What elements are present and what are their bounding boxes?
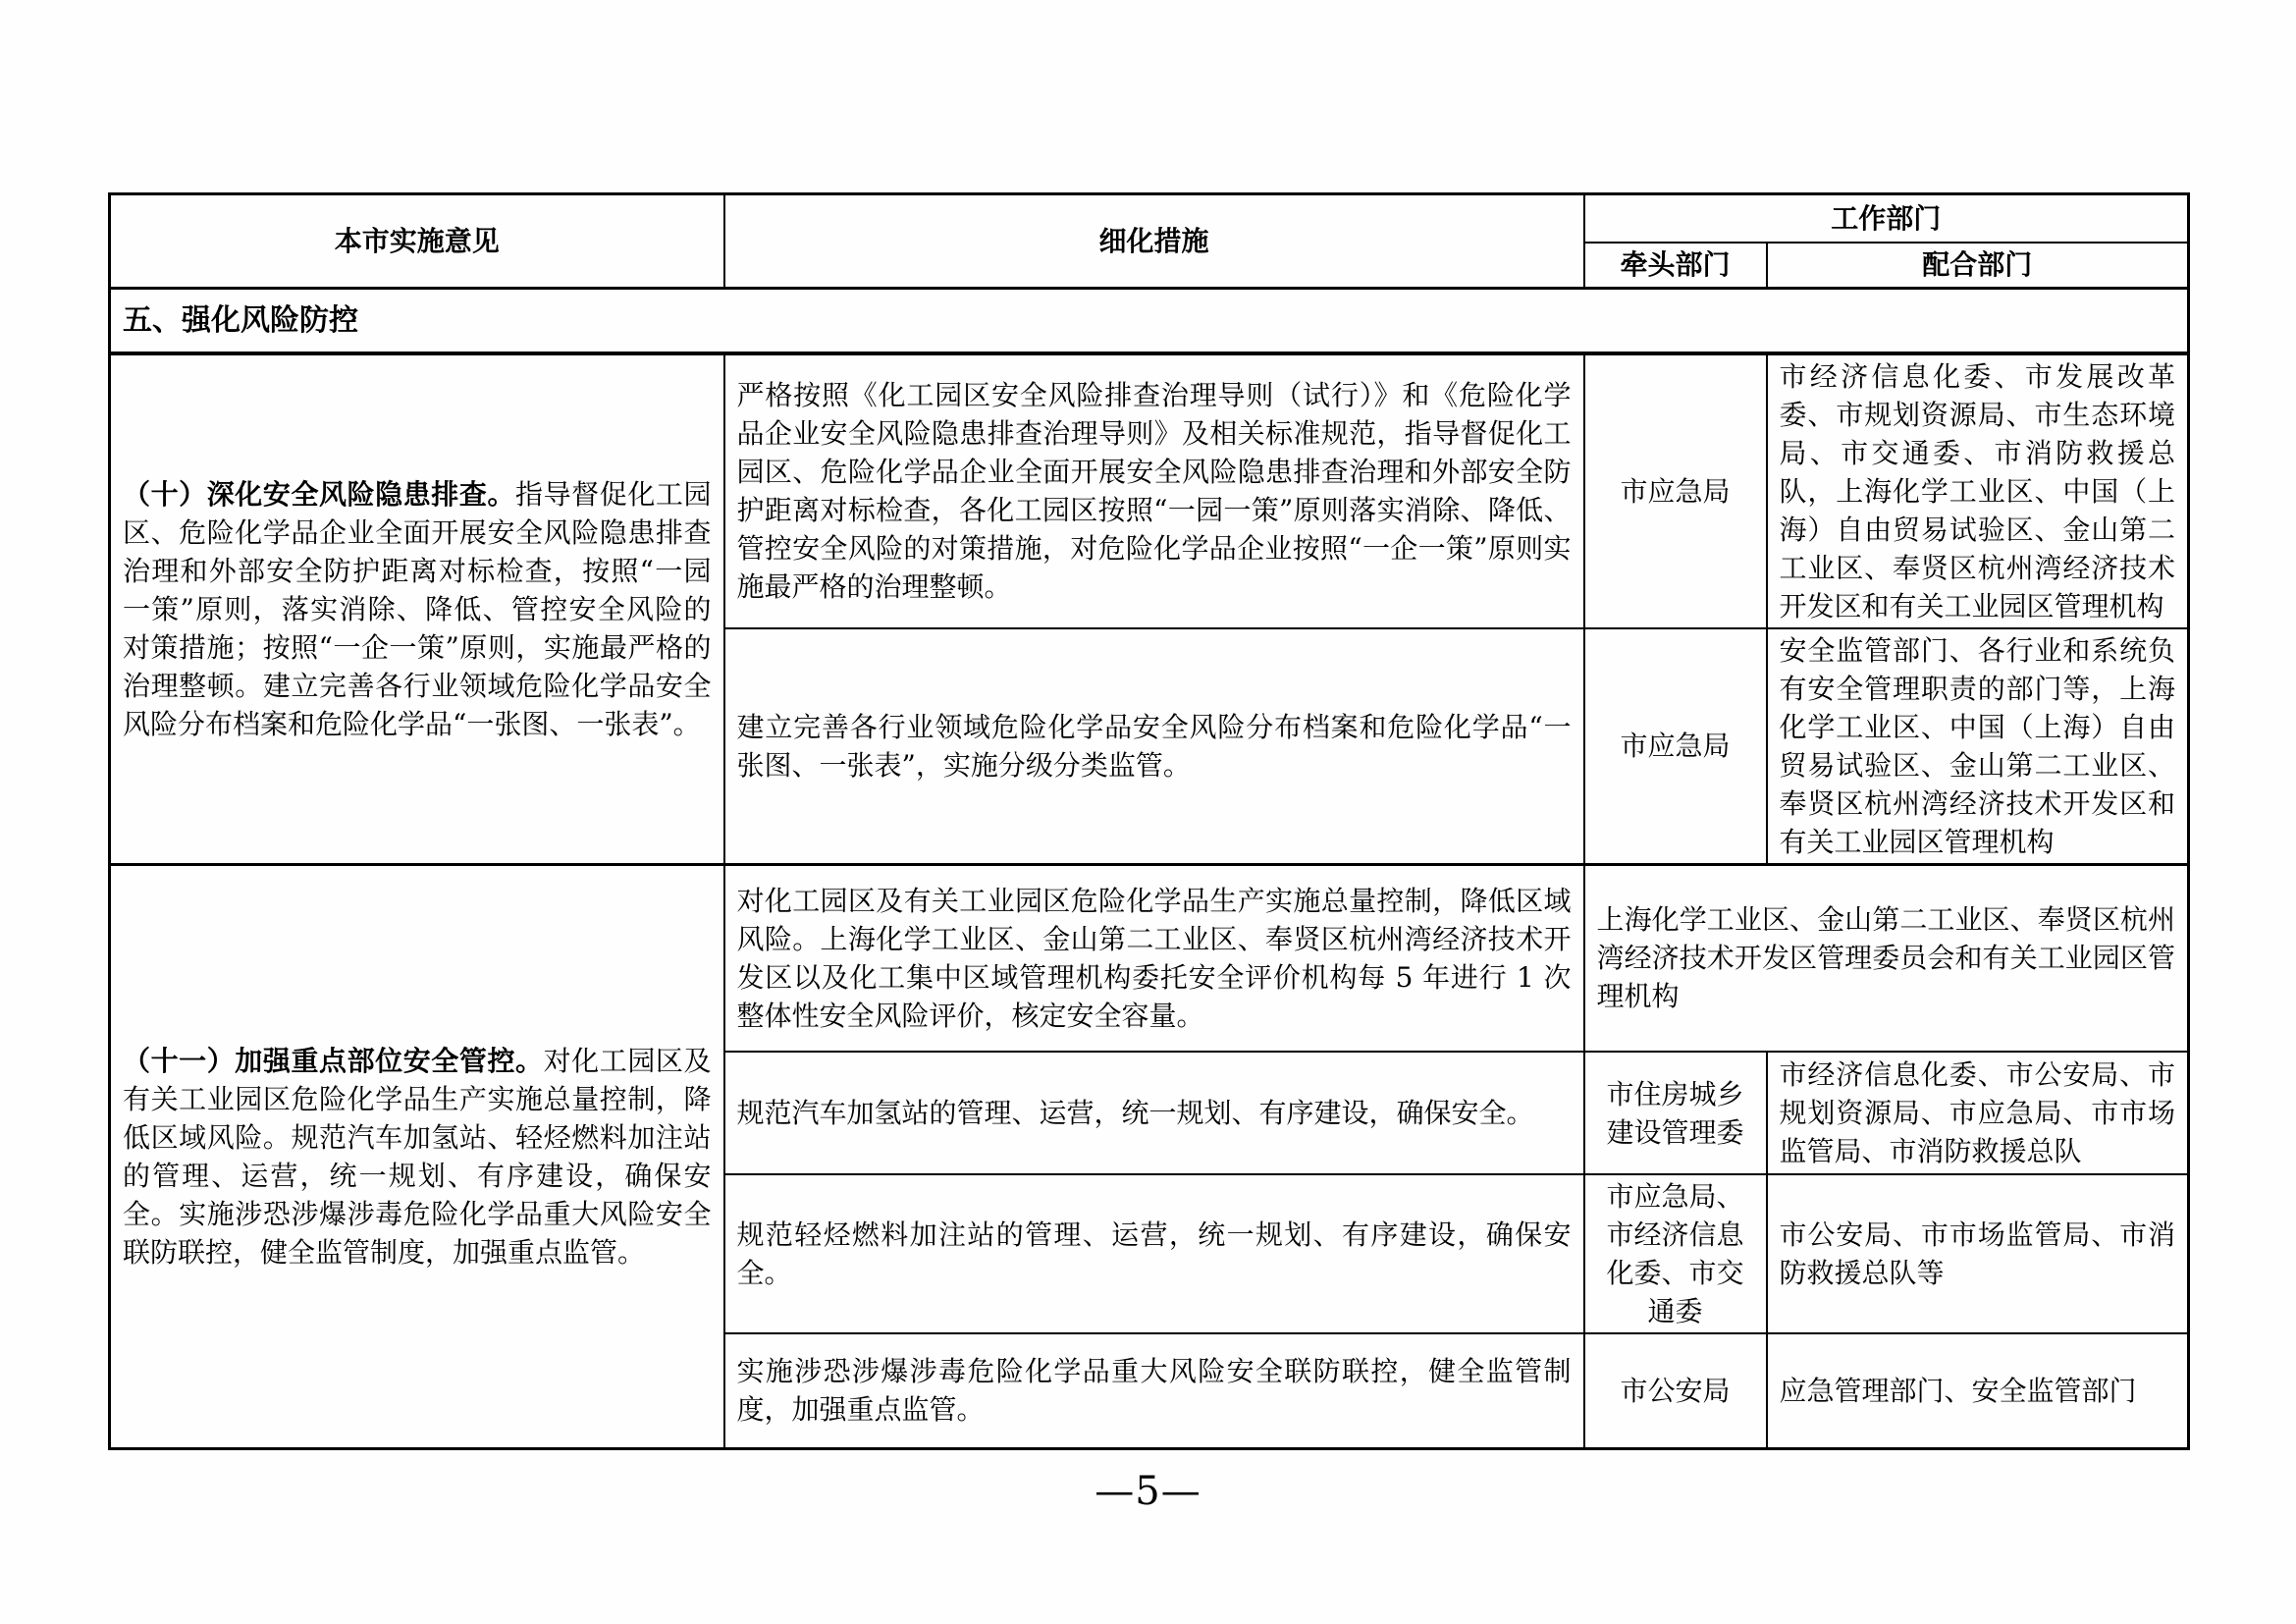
implementation-table — [108, 192, 2190, 1450]
col-header-opinions: 本市实施意见 — [110, 194, 724, 289]
measure-cell: 对化工园区及有关工业园区危险化学品生产实施总量控制，降低区域风险。上海化学工业区、金山第二工业区、奉贤区杭州湾经济技术开发区以及化工集中区域管理机构委托安全评价机构每 5 年进行 1 次整体性安全风险评价，核定安全容量。 — [724, 864, 1584, 1052]
lead-dept-cell: 市住房城乡建设管理委 — [1584, 1052, 1767, 1174]
section-title: 五、强化风险防控 — [110, 289, 2189, 353]
col-header-lead-dept: 牵头部门 — [1584, 243, 1767, 289]
measure-cell: 严格按照《化工园区安全风险排查治理导则（试行）》和《危险化学品企业安全风险隐患排查治理导则》及相关标准规范，指导督促化工园区、危险化学品企业全面开展安全风险隐患排查治理和外部安全防护距离对标检查，各化工园区按照“一园一策”原则落实消除、降低、管控安全风险的对策措施，对危险化学品企业按照“一企一策”原则实施最严格的治理整顿。 — [724, 353, 1584, 628]
page-number: —5— — [1095, 1469, 1201, 1514]
lead-dept-cell: 市应急局 — [1584, 628, 1767, 865]
measure-cell: 建立完善各行业领域危险化学品安全风险分布档案和危险化学品“一张图、一张表”，实施分级分类监管。 — [724, 628, 1584, 865]
merged-dept-cell: 上海化学工业区、金山第二工业区、奉贤区杭州湾经济技术开发区管理委员会和有关工业园区管理机构 — [1584, 864, 2189, 1052]
support-dept-cell: 市经济信息化委、市发展改革委、市规划资源局、市生态环境局、市交通委、市消防救援总队，上海化学工业区、中国（上海）自由贸易试验区、金山第二工业区、奉贤区杭州湾经济技术开发区和有关工业园区管理机构 — [1767, 353, 2189, 628]
opinion-cell-11 — [110, 864, 724, 1448]
col-header-support-dept: 配合部门 — [1767, 243, 2189, 289]
opinion-body-text: 对化工园区及有关工业园区危险化学品生产实施总量控制，降低区域风险。规范汽车加氢站、轻烃燃料加注站的管理、运营，统一规划、有序建设，确保安全。实施涉恐涉爆涉毒危险化学品重大风险安全联防联控，健全监管制度，加强重点监管。 — [123, 1044, 712, 1269]
opinion-lead-text: （十）深化安全风险隐患排查。 — [123, 477, 516, 511]
lead-dept-cell: 市公安局 — [1584, 1333, 1767, 1448]
section-row — [110, 289, 2189, 353]
measure-cell: 实施涉恐涉爆涉毒危险化学品重大风险安全联防联控，健全监管制度，加强重点监管。 — [724, 1333, 1584, 1448]
opinion-lead-text: （十一）加强重点部位安全管控。 — [123, 1044, 544, 1077]
col-header-measures: 细化措施 — [724, 194, 1584, 289]
support-dept-cell: 市公安局、市市场监管局、市消防救援总队等 — [1767, 1174, 2189, 1333]
opinion-cell-10 — [110, 353, 724, 865]
support-dept-cell: 市经济信息化委、市公安局、市规划资源局、市应急局、市市场监管局、市消防救援总队 — [1767, 1052, 2189, 1174]
col-header-departments: 工作部门 — [1584, 194, 2189, 243]
support-dept-cell: 应急管理部门、安全监管部门 — [1767, 1333, 2189, 1448]
measure-cell: 规范汽车加氢站的管理、运营，统一规划、有序建设，确保安全。 — [724, 1052, 1584, 1174]
lead-dept-cell: 市应急局、市经济信息化委、市交通委 — [1584, 1174, 1767, 1333]
header-row-1 — [110, 194, 2189, 243]
support-dept-cell: 安全监管部门、各行业和系统负有安全管理职责的部门等，上海化学工业区、中国（上海）自由贸易试验区、金山第二工业区、奉贤区杭州湾经济技术开发区和有关工业园区管理机构 — [1767, 628, 2189, 865]
table-row — [110, 864, 2189, 1052]
measure-cell: 规范轻烃燃料加注站的管理、运营，统一规划、有序建设，确保安全。 — [724, 1174, 1584, 1333]
lead-dept-cell: 市应急局 — [1584, 353, 1767, 628]
table-row — [110, 353, 2189, 628]
opinion-body-text: 指导督促化工园区、危险化学品企业全面开展安全风险隐患排查治理和外部安全防护距离对标检查，按照“一园一策”原则，落实消除、降低、管控安全风险的对策措施；按照“一企一策”原则，实施最严格的治理整顿。建立完善各行业领域危险化学品安全风险分布档案和危险化学品“一张图、一张表”。 — [123, 477, 712, 740]
